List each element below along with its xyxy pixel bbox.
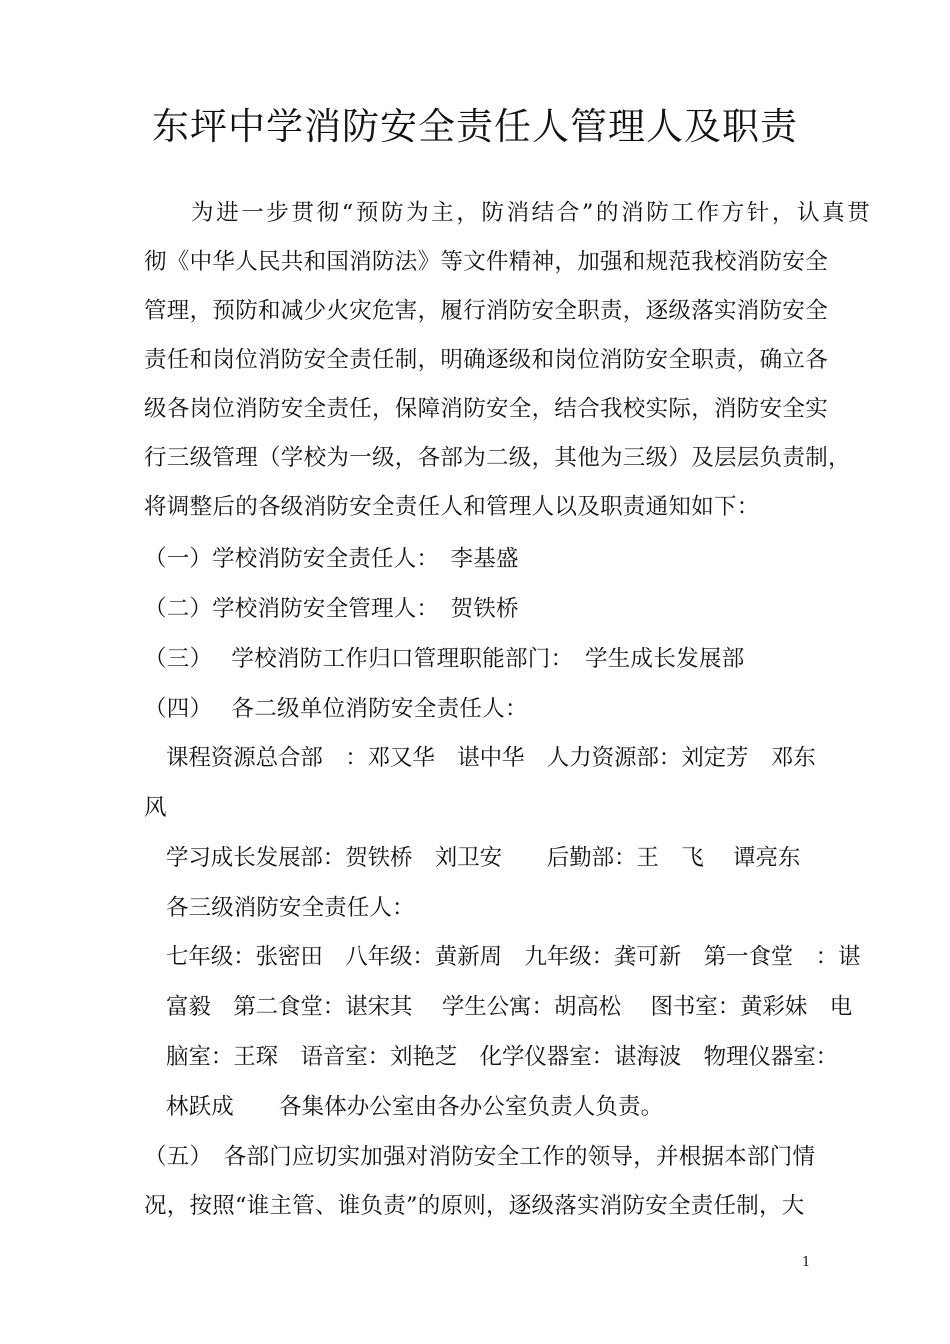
responsibility-line: 课程资源总合部 ：邓又华 谌中华 人力资源部：刘定芳 邓东 <box>166 745 816 771</box>
paragraph-line: 级各岗位消防安全责任，保障消防安全，结合我校实际，消防安全实 <box>144 396 829 422</box>
paragraph-line: 为进一步贯彻“预防为主，防消结合”的消防工作方针，认真贯 <box>191 200 873 226</box>
responsibility-line: 脑室：王琛 语音室：刘艳芝 化学仪器室：谌海波 物理仪器室： <box>166 1044 839 1070</box>
paragraph-line: （五） 各部门应切实加强对消防安全工作的领导，并根据本部门情 <box>144 1144 816 1170</box>
responsibility-line: 林跃成 各集体办公室由各办公室负责人负责。 <box>166 1094 664 1120</box>
list-item: （三） 学校消防工作归口管理职能部门： 学生成长发展部 <box>144 646 745 672</box>
responsibility-line: 七年级：张密田 八年级：黄新周 九年级：龚可新 第一食堂 ：谌 <box>166 944 861 970</box>
paragraph-line: 责任和岗位消防安全责任制，明确逐级和岗位消防安全职责，确立各 <box>144 347 829 373</box>
page-number: 1 <box>802 1255 811 1270</box>
paragraph-line: 行三级管理（学校为一级，各部为二级，其他为三级）及层层负责制， <box>144 445 851 471</box>
responsibility-line: 学习成长发展部：贺铁桥 刘卫安 后勤部：王 飞 谭亮东 <box>166 845 801 871</box>
responsibility-line: 各三级消防安全责任人： <box>166 895 415 921</box>
paragraph-line: 况，按照“谁主管、谁负责”的原则，逐级落实消防安全责任制，大 <box>144 1193 805 1219</box>
list-item: （四） 各二级单位消防安全责任人： <box>144 696 528 722</box>
document-title: 东坪中学消防安全责任人管理人及职责 <box>152 105 798 148</box>
responsibility-line: 风 <box>144 795 167 821</box>
paragraph-line: 将调整后的各级消防安全责任人和管理人以及职责通知如下： <box>144 494 760 520</box>
paragraph-line: 管理，预防和减少火灾危害，履行消防安全职责，逐级落实消防安全 <box>144 298 829 324</box>
list-item: （一）学校消防安全责任人： 李基盛 <box>144 546 519 572</box>
paragraph-line: 彻《中华人民共和国消防法》等文件精神，加强和规范我校消防安全 <box>144 249 829 275</box>
list-item: （二）学校消防安全管理人： 贺铁桥 <box>144 596 519 622</box>
responsibility-line: 富毅 第二食堂：谌宋其 学生公寓：胡高松 图书室：黄彩妹 电 <box>166 994 853 1020</box>
